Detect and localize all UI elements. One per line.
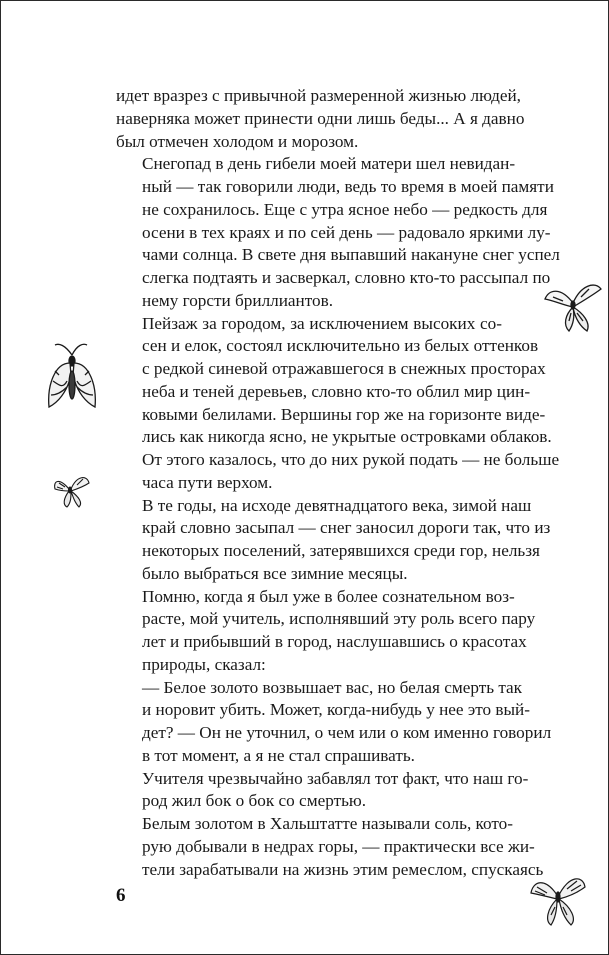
text-line: От этого казалось, что до них рукой подать — не больше (142, 450, 560, 469)
text-line: было выбраться все зимние месяцы. (142, 563, 408, 583)
text-line: нему горсти бриллиантов. (142, 290, 334, 310)
text-line: ный — так говорили люди, ведь то время в моей памяти (142, 177, 554, 196)
text-line: идет вразрез с привычной размеренной жизнью людей, (116, 86, 521, 105)
text-line: ковыми белилами. Вершины гор же на горизонте виде- (142, 404, 546, 424)
paragraph-1 (116, 85, 525, 153)
text-line: наверняка может принести одни лишь беды... А я давно (116, 108, 525, 128)
paragraph-7 (116, 768, 529, 814)
moth-icon (541, 279, 605, 335)
text-line: лись как никогда ясно, не укрытые островками облаков. (142, 427, 552, 447)
paragraph-4 (116, 495, 551, 586)
text-line: Учителя чрезвычайно забавлял тот факт, что наш го- (142, 768, 529, 788)
text-line: и норовит убить. Может, когда-нибудь у нее это вый- (142, 700, 530, 720)
text-line: Пейзаж за городом, за исключением высоких со- (142, 313, 502, 333)
text-line: был отмечен холодом и морозом. (116, 131, 359, 151)
text-line: род жил бок о бок со смертью. (142, 791, 367, 811)
text-line: слегка подтаять и засверкал, словно кто-то рассыпал по (142, 268, 551, 287)
text-line: с редкой синевой отражавшегося в снежных просторах (142, 359, 546, 378)
page-body-text (116, 85, 560, 881)
text-line: расте, мой учитель, исполнявший эту роль всего пару (142, 609, 536, 629)
text-line: край словно засыпал — снег заносил дороги так, что из (142, 518, 551, 538)
text-line: — Белое золото возвышает вас, но белая смерть так (142, 677, 523, 697)
text-line: чами солнца. В свете дня выпавший накануне снег успел (142, 245, 560, 265)
text-line: лет и прибывший в город, наслушавшись о красотах (142, 632, 527, 651)
paragraph-5 (116, 586, 536, 677)
paragraph-3 (116, 313, 560, 495)
text-line: осени в тех краях и по сей день — радовало яркими лу- (142, 222, 551, 242)
text-line: тели зарабатывали на жизнь этим ремеслом, спускаясь (142, 859, 544, 879)
text-line: дет? — Он не уточнил, о чем или о ком именно говорил (142, 723, 552, 742)
paragraph-8 (116, 813, 544, 881)
text-line: в тот момент, а я не стал спрашивать. (142, 745, 415, 765)
text-line: Снегопад в день гибели моей матери шел невидан- (142, 154, 516, 174)
text-line: некоторых поселений, затерявшихся среди гор, нельзя (142, 541, 540, 560)
moth-icon (41, 341, 103, 419)
text-line: Помню, когда я был уже в более сознательном воз- (142, 586, 515, 606)
text-line: не сохранилось. Еще с утра ясное небо — редкость для (142, 199, 548, 219)
moth-icon (49, 469, 95, 511)
text-line: рую добывали в недрах горы, — практически все жи- (142, 836, 535, 856)
text-line: часа пути верхом. (142, 472, 273, 492)
paragraph-2 (116, 153, 560, 312)
text-line: природы, сказал: (142, 654, 266, 674)
text-line: сен и елок, состоял исключительно из белых оттенков (142, 336, 539, 356)
text-line: Белым золотом в Хальштатте называли соль, кото- (142, 814, 513, 833)
page-number: 6 (116, 885, 126, 906)
paragraph-6-dialogue (116, 677, 552, 768)
text-line: неба и теней деревьев, словно кто-то облил мир цин- (142, 381, 531, 401)
text-line: В те годы, на исходе девятнадцатого века, зимой наш (142, 495, 532, 515)
moth-icon (525, 867, 591, 931)
